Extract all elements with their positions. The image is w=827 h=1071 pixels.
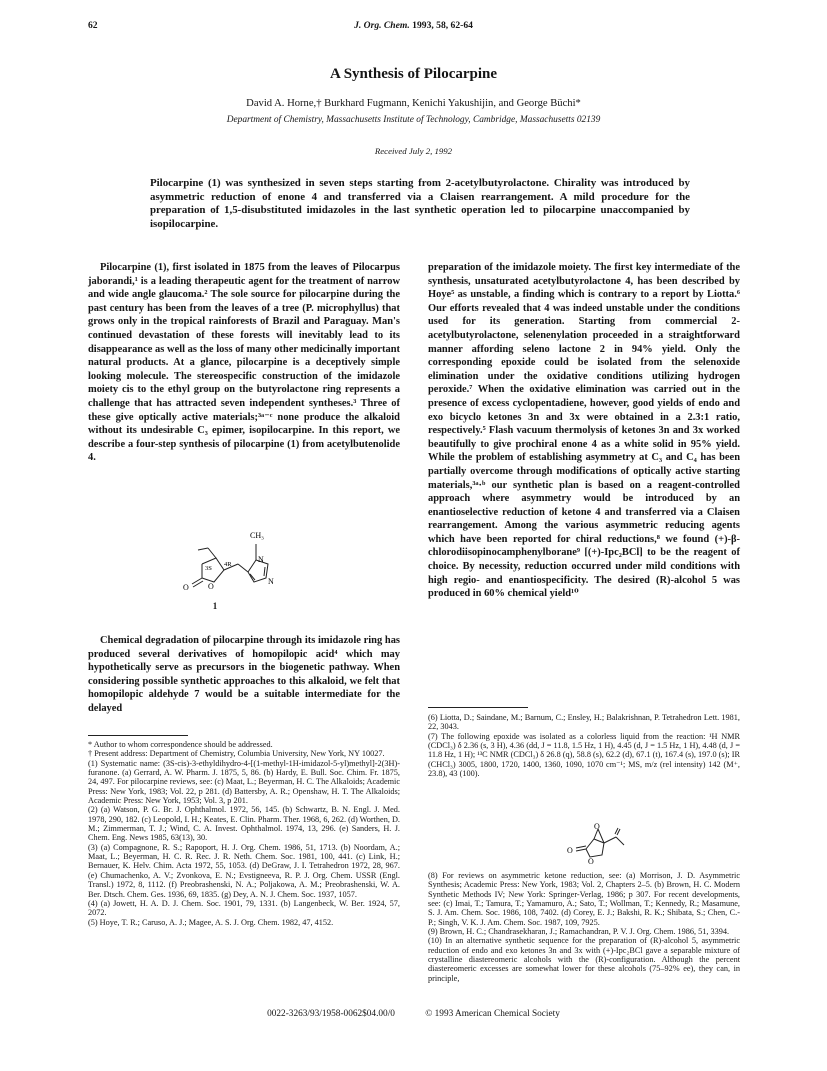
footnote: * Author to whom correspondence should be addressed. [88, 740, 273, 749]
abstract: Pilocarpine (1) was synthesized in seven steps starting from 2-acetylbutyrolactone. Chirality was introduced by asymmetric reduction of enone 4 and transferred via a Claisen rearrangement. A mild procedure for the preparation of 1,5-disubstituted imidazoles in the last synthetic operation led to pilocarpine unaccompanied by isopilocarpine. [150, 177, 690, 230]
article-title: A Synthesis of Pilocarpine [329, 66, 498, 82]
page-footer [88, 1009, 739, 1019]
copyright-notice: © 1993 American Chemical Society [425, 1009, 560, 1019]
footnote: (4) (a) Jowett, H. A. D. J. Chem. Soc. 1901, 79, 1331. (b) Langenbeck, W. Ber. 1924, 57, 2072. [88, 898, 400, 918]
footnote-divider [428, 707, 528, 708]
compound-number: 1 [212, 601, 218, 611]
footnotes-right-top [428, 713, 740, 778]
footnote: † Present address: Department of Chemistry, Columbia University, New York, NY 10027. [88, 749, 385, 759]
footnote: (8) For reviews on asymmetric ketone reduction, see: (a) Morrison, J. D. Asymmetric Synthesis; Academic Press: New York, 1983; Vol. 2, Chapters 2–5. (b) Brown, H. C. Modern Synthetic Methods IV; New York: Springer-Verlag, 1986; p 307. For recent developments, see: (c) Imai, T.; Tamura, T.; Yamamuro, A.; Sato, T.; Wollman, T.; Kennedy, R.; Masamune, S. J. Am. Chem. Soc. 1986, 108, 7402. (d) Corey, E. J.; Bakshi, R. K.; Shibata, S.; Chen, C.-P.; Singh, V. K. J. Am. Chem. Soc. 1987, 109, 7925. [428, 871, 740, 927]
affiliation: Department of Chemistry, Massachusetts Institute of Technology, Cambridge, Massachusetts 02139 [226, 115, 601, 125]
carbonyl-o-label: O [183, 583, 189, 592]
footnotes-right-bottom [428, 871, 740, 983]
epoxide-structure-figure [566, 823, 630, 865]
journal-name: J. Org. Chem. [354, 20, 410, 31]
body-column-left [88, 261, 400, 465]
stereo-4r-label: 4R [224, 561, 232, 568]
journal-citation [88, 20, 739, 31]
received-date: Received July 2, 1992 [374, 146, 453, 156]
footnote: (7) The following epoxide was isolated as a colorless liquid from the reaction: ¹H NMR (CDCl₃) δ 2.36 (s, 3 H), 4.36 (dd, J = 11.8, 1.5 Hz, 1 H), 4.45 (d, J = 1.5 Hz, 1 H), 4.48 (d, J = 11.8 Hz, 1 H); ¹³C NMR (CDCl₃) δ 26.8 (q), 58.8 (s), 62.2 (d), 67.1 (t), 167.4 (s), 197.0 (s); IR (CHCl₃) 3005, 1800, 1720, 1400, 1360, 1090, 1070 cm⁻¹; MS, m/z (rel intensity) 142 (M⁺, 23.8), 43 (100). [428, 731, 740, 779]
footnote-divider [88, 735, 188, 736]
pilocarpine-structure-figure [180, 524, 300, 616]
footnote: (5) Hoye, T. R.; Caruso, A. J.; Magee, A. S. J. Org. Chem. 1982, 47, 4152. [88, 917, 334, 927]
document-code: 0022-3263/93/1958-0062$04.00/0 [267, 1009, 395, 1019]
methyl-label: CH₃ [250, 531, 264, 540]
footnote: (9) Brown, H. C.; Chandrasekharan, J.; Ramachandran, P. V. J. Org. Chem. 1986, 51, 3394. [428, 927, 730, 937]
o-label: O [567, 846, 573, 855]
o-label: O [588, 857, 594, 865]
stereo-3s-label: 3S [205, 565, 212, 572]
n3-label: N [268, 577, 274, 586]
footnote: (10) In an alternative synthetic sequence for the preparation of (R)-alcohol 5, asymmetric reduction of endo and exo ketones 3n and 3x with (+)-Ipc₂BCl gave a separable mixture of crystalline diastereomeric alcohols with the (R)-configuration. Although the percent diastereomeric excesses are somewhat lower for these alcohols (75–92% ee), they can, in principle, [428, 936, 740, 983]
body-column-right [428, 261, 740, 601]
body-column-left-continued [88, 634, 400, 716]
ring-o-label: O [208, 582, 214, 591]
footnote: (2) (a) Watson, P. G. Br. J. Ophthalmol. 1972, 56, 145. (b) Schwartz, B. N. Engl. J. Med. 1978, 290, 182. (c) Leopold, I. H.; Keates, E. Clin. Pharm. Ther. 1968, 6, 262. (d) Worthen, D. M.; Zimmerman, T. J.; Wind, C. A. Invest. Ophthalmol. 1974, 13, 296. (e) Sanders, H. J. Chem. Eng. News 1985, 63(13), 30. [88, 805, 400, 843]
page-number: 62 [88, 20, 98, 31]
volume-info: 1993, 58, 62-64 [412, 20, 473, 31]
footnote: (3) (a) Compagnone, R. S.; Rapoport, H. J. Org. Chem. 1986, 51, 1713. (b) Noordam, A.; Maat, L.; Beyerman, H. C. R. Rec. J. R. Neth. Chem. Soc. 1981, 100, 441. (c) Link, H.; Bernauer, K. Helv. Chim. Acta 1972, 55, 1053. (d) DeGraw, J. I. Tetrahedron 1972, 28, 967. (e) Chumachenko, A. V.; Zvonkova, E. N.; Evstigneeva, R. P. J. Org. Chem. USSR (Engl. Transl.) 1972, 8, 1112. (f) Preobrashenski, N. A.; Poljakowa, A. M.; Preobrashenski, W. A. Ber. Dtsch. Chem. Ges. 1936, 69, 1835. (g) Dey, A. N. J. Chem. Soc. 1937, 1057. [88, 842, 400, 899]
footnote: (6) Liotta, D.; Saindane, M.; Barnum, C.; Ensley, H.; Balakrishnan, P. Tetrahedron Lett. 1981, 22, 3043. [428, 713, 740, 732]
footnotes-left [88, 740, 400, 927]
body-paragraph: Pilocarpine (1), first isolated in 1875 from the leaves of Pilocarpus jaborandi,¹ is a leading therapeutic agent for the treatment of narrow and wide angle glaucoma.² The sole source for pilocarpine during the past century has been from the leaves of a tree (P. microphyllus) that grows only in the tropical rainforests of Brazil and Paraguay. Man's continued devastation of these forests will inevitably lead to its disappearance as well as the loss of many other medicinally important natural products. At a glance, pilocarpine is a deceptively simple looking molecule. The stereospecific construction of the imidazole moiety cis to the ethyl group on the butyrolactone ring represents a challenge that has attracted seven independent syntheses.³ Three of these give optically active materials;³ᵃ⁻ᶜ none produce the alkaloid without its undesirable C₃ epimer, isopilocarpine. In this report, we describe a four-step synthesis of pilocarpine (1) from acetylbutenolide 4. [88, 262, 400, 464]
body-paragraph: Chemical degradation of pilocarpine through its imidazole ring has produced several derivatives of homopilopic acid⁴ which may hypothetically serve as precursors in the biogenetic pathway. When considering possible synthetic approaches to this alkaloid, we felt that homopilopic aldehyde 7 would be a suitable intermediate for the delayed [88, 635, 400, 714]
author-list: David A. Horne,† Burkhard Fugmann, Kenichi Yakushijin, and George Büchi* [246, 98, 581, 109]
n1-label: N [258, 555, 264, 564]
body-paragraph: preparation of the imidazole moiety. The first key intermediate of the synthesis, unsaturated acetylbutyrolactone 4, has been described by Hoye⁵ as unstable, a finding which is contrary to a report by Liotta.⁶ Our efforts revealed that 4 was indeed unstable under the conditions used for its generation. Starting from commercial 2-acetylbutyrolactone, selenenylation proceeded in a straightforward manner affording seleno lactone 2 in 94% yield. Only the corresponding epoxide could be isolated from the selenoxide elimination under the oxidative conditions utilizing hydrogen peroxide.⁷ When the oxidative elimination was carried out in the presence of excess cyclopentadiene, however, good yields of endo and exo bicyclo ketones 3n and 3x were obtained in a 2.3:1 ratio, respectively.⁵ Flash vacuum thermolysis of ketones 3n and 3x worked beautifully to give prochiral enone 4 as a white solid in 95% yield. While the problem of establishing asymmetry at C₃ and C₄ has been partially overcome through modifications of optically active starting materials,³ᵃ·ᵇ our synthetic plan is based on a reagent-controlled approach where asymmetry would be introduced by an enantioselective reduction of ketone 4 and transferred via a Claisen rearrangement. Among the various asymmetric reducing agents which have been reported for chiral reductions,⁸ we found (+)-β-chlorodiisopinocamphenylborane⁹ [(+)-Ipc₂BCl] to be the reagent of choice. By necessity, reduction occurred under mild conditions with high regio- and enantiospecificity. The desired (R)-alcohol 5 was produced in 60% chemical yield¹⁰ [428, 262, 740, 600]
o-label: O [594, 823, 600, 831]
footnote: (1) Systematic name: (3S-cis)-3-ethyldihydro-4-[(1-methyl-1H-imidazol-5-yl)methyl]-2(3H)-furanone. (a) Gerrard, A. W. Pharm. J. 1875, 5, 86. (b) Hardy, E. Bull. Soc. Chim. Fr. 1875, 24, 497. For pilocarpine reviews, see: (c) Maat, L.; Beyerman, H. C. The Alkaloids; Academic Press: New York, 1983; Vol. 22, p 281. (d) Battersby, A. R.; Openshaw, H. T. The Alkaloids; Academic Press: New York, 1953; Vol. 3, p 201. [88, 758, 400, 806]
running-header [88, 20, 739, 34]
